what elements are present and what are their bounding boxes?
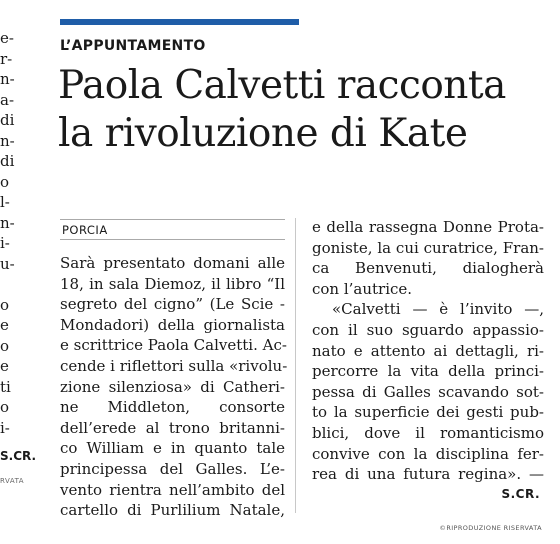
adjacent-line: r- — [0, 49, 13, 68]
body-line: co William e in quanto tale — [60, 439, 285, 458]
body-line: 18, in sala Diemoz, il libro “Il — [60, 274, 285, 293]
body-line: rea di una futura regina». — — [312, 465, 544, 484]
dateline: PORCIA — [60, 219, 285, 240]
body-line: dell’erede al trono britanni- — [60, 418, 285, 437]
body-line: cende i riflettori sulla «rivolu- — [60, 356, 288, 375]
adjacent-line: o — [0, 336, 10, 355]
adjacent-line: n- — [0, 131, 15, 150]
adjacent-line: l- — [0, 193, 10, 211]
body-column-2 — [312, 217, 544, 485]
adjacent-signature: S.CR. — [0, 449, 37, 463]
body-line: Sarà presentato domani alle — [60, 254, 285, 272]
body-line: Mondadori) della giornalista — [60, 315, 285, 334]
body-line: cartello di Purlilium Natale, — [60, 501, 285, 520]
body-line: segreto del cigno” (Le Scie - — [60, 295, 285, 314]
body-line: con il suo sguardo appassio- — [312, 320, 544, 339]
adjacent-line: o — [0, 172, 10, 191]
body-column-1 — [60, 253, 288, 521]
headline-line: la rivoluzione di Kate — [58, 111, 468, 156]
body-line: convive con la disciplina fer- — [312, 444, 544, 463]
body-line: zione silenziosa» di Catheri- — [60, 377, 285, 396]
body-line: vento rientra nell’ambito del — [60, 480, 285, 499]
adjacent-line: i- — [0, 418, 10, 437]
body-line: principessa del Galles. L’e- — [60, 459, 285, 478]
headline-line: Paola Calvetti racconta — [58, 63, 506, 108]
body-line: pessa di Galles scavando sot- — [312, 382, 544, 401]
adjacent-line: i- — [0, 234, 10, 252]
body-line: goniste, la cui curatrice, Fran- — [312, 238, 544, 257]
adjacent-line: ti — [0, 377, 11, 396]
adjacent-line: n- — [0, 213, 15, 232]
accent-bar — [60, 19, 299, 25]
adjacent-line: di — [0, 111, 15, 129]
body-line: ne Middleton, consorte — [60, 398, 285, 417]
adjacent-line — [0, 274, 17, 295]
body-line: e scrittrice Paola Calvetti. Ac- — [60, 336, 287, 355]
body-line: blici, dove il romanticismo — [312, 423, 544, 442]
adjacent-line: e- — [0, 29, 14, 47]
body-line: «Calvetti — è l’invito —, — [332, 300, 544, 319]
adjacent-line: e — [0, 316, 9, 334]
body-line: ca Benvenuti, dialogherà — [312, 259, 544, 278]
copyright-note: ©RIPRODUZIONE RISERVATA — [439, 524, 542, 532]
body-line: e della rassegna Donne Prota- — [312, 218, 544, 236]
body-line: con l’autrice. — [312, 279, 413, 298]
adjacent-line: u- — [0, 254, 15, 273]
author-signature: S.CR. — [501, 487, 540, 501]
adjacent-article-column — [0, 28, 37, 491]
body-line: nato e attento ai dettagli, ri- — [312, 341, 544, 360]
adjacent-line: o — [0, 295, 10, 314]
adjacent-rights-note: RVATA — [0, 476, 25, 485]
headline — [58, 62, 558, 158]
adjacent-line: di — [0, 152, 15, 170]
adjacent-line: n- — [0, 70, 15, 88]
body-line: percorre la vita della princi- — [312, 362, 544, 381]
adjacent-line: e — [0, 357, 9, 375]
body-line: to la superficie dei gesti pub- — [312, 403, 544, 422]
column-divider — [295, 218, 296, 513]
adjacent-line: o — [0, 398, 10, 416]
adjacent-line: a- — [0, 90, 15, 109]
kicker: L’APPUNTAMENTO — [60, 38, 206, 54]
